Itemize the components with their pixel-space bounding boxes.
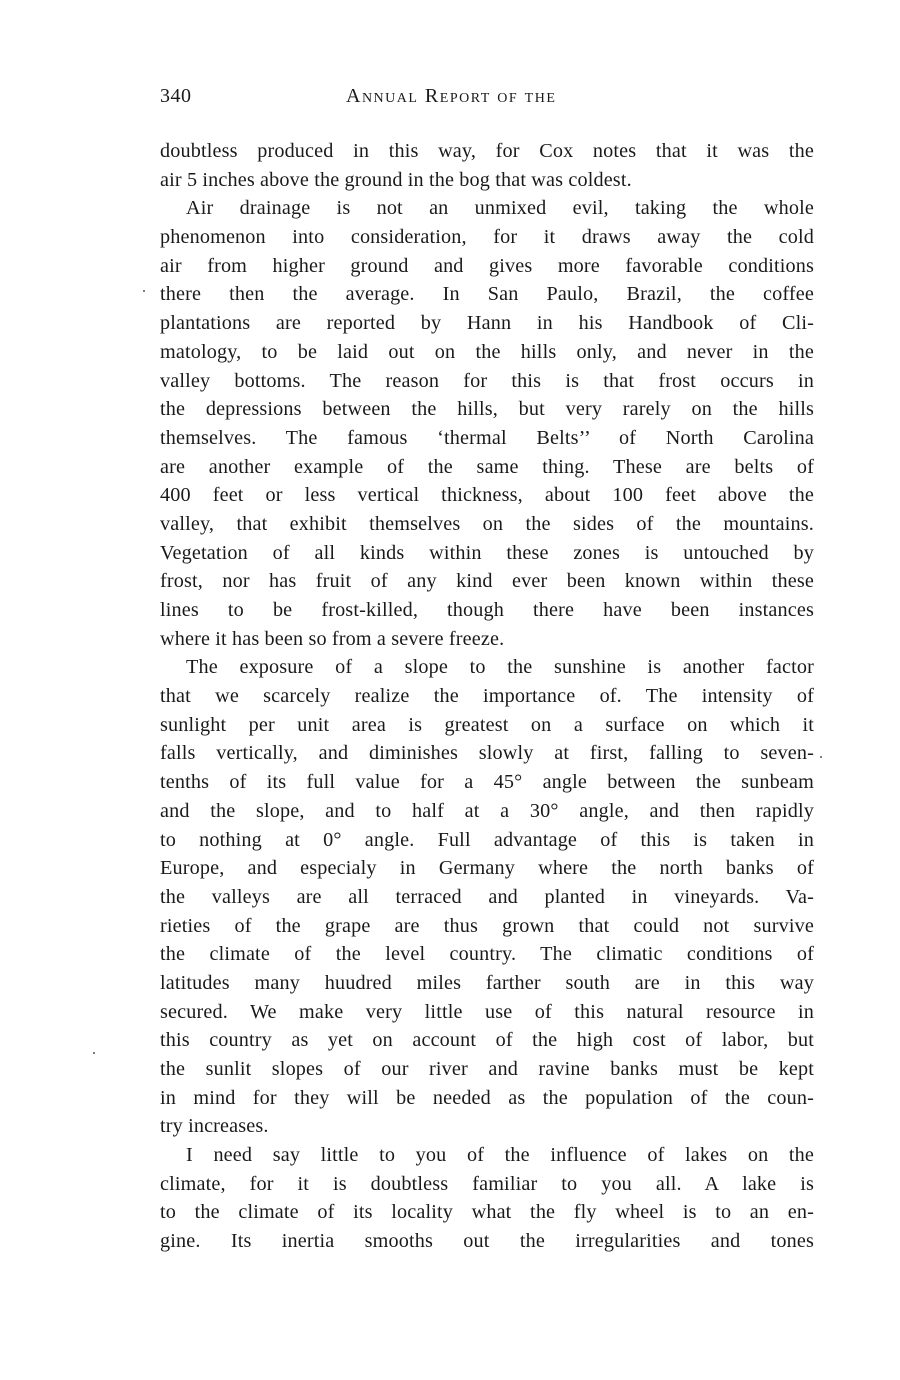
text-line: sunlight per unit area is greatest on a surface on which it	[160, 713, 814, 736]
text-line: the sunlit slopes of our river and ravine banks must be kept	[160, 1058, 814, 1080]
text-line: Vegetation of all kinds within these zones is untouched by	[160, 541, 814, 564]
text-line: climate, for it is doubtless familiar to you all. A lake is	[160, 1172, 814, 1195]
text-line: where it has been so from a severe freeze.	[160, 627, 505, 650]
text-line: lines to be frost-killed, though there have been instances	[160, 599, 814, 621]
text-line: in mind for they will be needed as the population of the coun-	[160, 1086, 814, 1109]
text-line: I need say little to you of the influence of lakes on the	[186, 1144, 814, 1167]
text-line: 400 feet or less vertical thickness, about 100 feet above the	[160, 484, 814, 507]
text-line: and the slope, and to half at a 30° angle, and then rapidly	[160, 799, 814, 822]
scan-speck	[820, 756, 822, 758]
text-line: there then the average. In San Paulo, Brazil, the coffee	[160, 283, 814, 306]
text-line: plantations are reported by Hann in his Handbook of Cli-	[160, 312, 814, 335]
text-line: matology, to be laid out on the hills only, and never in the	[160, 340, 814, 363]
text-line: gine. Its inertia smooths out the irregularities and tones	[160, 1230, 814, 1253]
text-line: frost, nor has fruit of any kind ever been known within these	[160, 570, 814, 593]
text-line: doubtless produced in this way, for Cox notes that it was the	[160, 140, 814, 162]
text-line: the depressions between the hills, but very rarely on the hills	[160, 398, 814, 421]
text-line: Europe, and especialy in Germany where the north banks of	[160, 857, 814, 880]
text-line: phenomenon into consideration, for it draws away the cold	[160, 226, 814, 249]
text-line: themselves. The famous ‘thermal Belts’’ of North Carolina	[160, 426, 814, 449]
text-line: the valleys are all terraced and planted in vineyards. Va-	[160, 885, 814, 908]
text-line: that we scarcely realize the importance of. The intensity of	[160, 685, 814, 708]
text-line: valley bottoms. The reason for this is that frost occurs in	[160, 369, 814, 392]
text-line: air from higher ground and gives more favorable conditions	[160, 254, 814, 277]
scan-speck	[93, 1052, 95, 1054]
page-header	[160, 80, 814, 112]
running-head: Annual Report of the	[346, 85, 557, 107]
text-line: The exposure of a slope to the sunshine is another factor	[186, 656, 814, 679]
page-number: 340	[160, 85, 192, 107]
text-line: to nothing at 0° angle. Full advantage of this is taken in	[160, 828, 814, 851]
scan-speck	[143, 290, 145, 292]
text-line: secured. We make very little use of this natural resource in	[160, 1000, 814, 1023]
text-line: air 5 inches above the ground in the bog that was coldest.	[160, 168, 632, 191]
body-text	[160, 137, 814, 1256]
text-line: this country as yet on account of the high cost of labor, but	[160, 1029, 814, 1052]
text-line: the climate of the level country. The climatic conditions of	[160, 943, 814, 966]
text-line: to the climate of its locality what the fly wheel is to an en-	[160, 1201, 814, 1224]
text-line: valley, that exhibit themselves on the sides of the mountains.	[160, 512, 814, 535]
text-line: are another example of the same thing. These are belts of	[160, 455, 814, 478]
text-line: latitudes many huudred miles farther south are in this way	[160, 971, 814, 994]
text-line: falls vertically, and diminishes slowly at first, falling to seven-	[160, 742, 814, 765]
text-line: tenths of its full value for a 45° angle between the sunbeam	[160, 771, 814, 794]
text-line: try increases.	[160, 1115, 269, 1138]
text-line: rieties of the grape are thus grown that could not survive	[160, 914, 814, 937]
text-line: Air drainage is not an unmixed evil, taking the whole	[186, 197, 814, 220]
